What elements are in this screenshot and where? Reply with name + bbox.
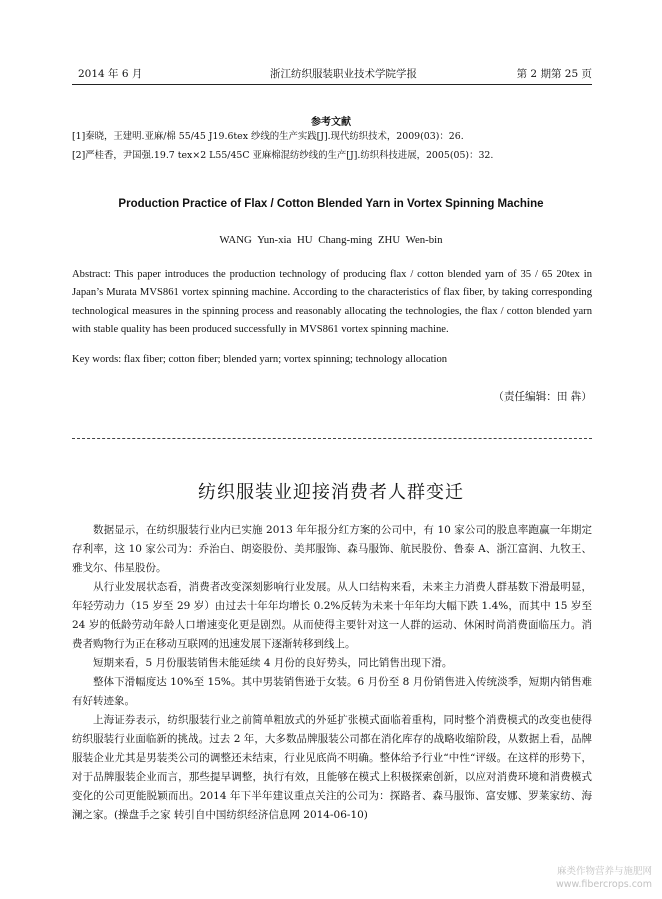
article-paragraph: 短期来看，5 月份服装销售未能延续 4 月份的良好势头，同比销售出现下滑。	[93, 657, 453, 669]
references-title: 参考文献	[311, 117, 351, 128]
article-paragraph: 数据显示，在纺织服装行业内已实施 2013 年年报分红方案的公司中，有 10 家公司的股息率跑赢一年期定存利率，这 10 家公司为：乔治白、朗姿股份、美邦服饰、森马服饰、航民股份、鲁泰 A、浙江富润、九牧王、雅戈尔、伟星股份。	[72, 524, 592, 574]
english-abstract: Abstract: This paper introduces the production technology of producing flax / cotton blended yarn of 35 / 65 20tex in Japan’s Murata MVS861 vortex spinning machine. According to the characteristics of flax fiber, by taking corresponding technological measures in the spinning process and reasonably allocating the technologies, the flax / cotton blended yarn with stable quality has been produced successfully in MVS861 vortex spinning machine.	[72, 269, 592, 335]
english-title: Production Practice of Flax / Cotton Blended Yarn in Vortex Spinning Machine	[118, 198, 544, 210]
responsible-editor: （责任编辑：田 犇）	[493, 391, 592, 403]
watermark-url: www.fibercrops.com	[555, 879, 652, 890]
article-paragraph: 整体下滑幅度达 10%至 15%。其中男装销售逊于女装。6 月份至 8 月份销售进入传统淡季，短期内销售难有好转迹象。	[72, 676, 592, 707]
header-rule	[72, 84, 592, 85]
english-authors: WANG Yun-xia HU Chang-ming ZHU Wen-bin	[219, 234, 443, 246]
article-paragraph: 从行业发展状态看，消费者改变深刻影响行业发展。从人口结构来看，未来主力消费人群基数下滑最明显，年轻劳动力（15 岁至 29 岁）由过去十年年均增长 0.2%反转为未来十年年均大幅下跌 1.4%，而其中 15 岁至 24 岁的低龄劳动年龄人口增速变化更是剧烈。从而使得主要针对这一人群的运动、休闲时尚消费面临压力。消费者购物行为正在移动互联网的迅速发展下逐渐转移到线上。	[72, 581, 592, 650]
running-header	[70, 66, 592, 82]
reference-item-1: [1]秦晓，王建明.亚麻/棉 55/45 J19.6tex 纱线的生产实践[J].现代纺织技术，2009(03)：26.	[72, 131, 464, 142]
article-title: 纺织服装业迎接消费者人群变迁	[198, 482, 464, 503]
watermark-site-name: 麻类作物营养与施肥网	[556, 866, 652, 877]
article-body	[72, 521, 592, 825]
reference-item-2: [2]严桂香，尹国强.19.7 tex×2 L55/45C 亚麻棉混纺纱线的生产[J].纺织科技进展，2005(05)：32.	[72, 150, 494, 161]
article-paragraph: 上海证券表示，纺织服装行业之前简单粗放式的外延扩张模式面临着重构，同时整个消费模式的改变也使得纺织服装行业面临新的挑战。过去 2 年，大多数品牌服装公司都在消化库存的战略收缩阶段，从数据上看，品牌服装企业尤其是男装类公司的调整还未结束，行业见底尚不明确。整体给予行业“中性“评级。在这样的形势下，对于品牌服装企业而言，那些提早调整，执行有效，且能够在模式上积极探索创新，以应对消费环境和消费模式变化的公司更能脱颖而出。2014 年下半年建议重点关注的公司为：探路者、森马服饰、富安娜、罗莱家纺、海澜之家。(操盘手之家 转引自中国纺织经济信息网 2014-06-10)	[72, 714, 592, 821]
header-date: 2014 年 6 月	[78, 68, 143, 80]
header-issue-page: 第 2 期第 25 页	[516, 68, 592, 80]
site-watermark	[556, 865, 652, 891]
header-journal: 浙江纺织服装职业技术学院学报	[270, 68, 417, 80]
section-separator	[72, 438, 592, 439]
english-keywords: Key words: flax fiber; cotton fiber; blended yarn; vortex spinning; technology allocation	[72, 354, 448, 365]
